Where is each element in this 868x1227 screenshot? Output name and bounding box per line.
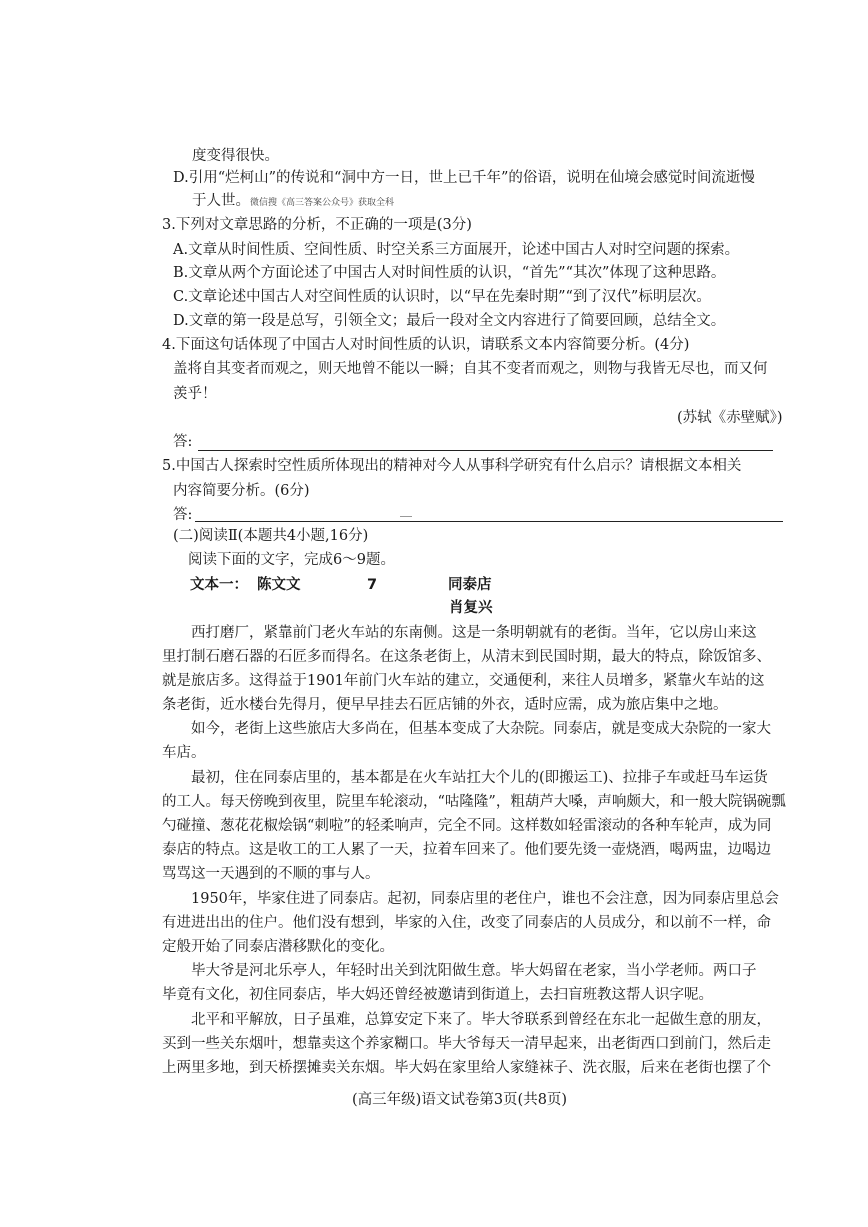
question-3-option-c: C.文章论述中国古人对空间性质的认识时，以“早在先秦时期”“到了汉代”标明层次。 bbox=[173, 289, 711, 305]
question-4-stem: 4.下面这句话体现了中国古人对时间性质的认识，请联系文本内容简要分析。(4分) bbox=[162, 337, 690, 353]
body-line: 骂骂这一天遇到的不顺的事与人。 bbox=[162, 866, 380, 882]
question-3-option-d: D.文章的第一段是总写，引领全文；最后一段对全文内容进行了简要回顾，总结全文。 bbox=[173, 313, 726, 329]
body-line: 西打磨厂，紧靠前门老火车站的东南侧。这是一条明朝就有的老街。当年，它以房山来这 bbox=[191, 625, 757, 641]
body-line: 最初，住在同泰店里的，基本都是在火车站扛大个儿的(即搬运工)、拉排子车或赶马车运货 bbox=[191, 770, 768, 786]
question-3-option-b: B.文章从两个方面论述了中国古人对时间性质的认识，“首先”“其次”体现了这种思路。 bbox=[173, 265, 726, 281]
body-line: 毕竟有文化，初住同泰店，毕大妈还曾经被邀请到街道上，去扫盲班教这帮人识字呢。 bbox=[162, 987, 713, 1003]
body-line: 1950年，毕家住进了同泰店。起初，同泰店里的老住户，谁也不会注意，因为同泰店里总会 bbox=[191, 891, 779, 907]
body-line: 泰店的特点。这是收工的工人累了一天，拉着车回来了。他们要先烫一壶烧酒，喝两盅，边喝边 bbox=[162, 842, 771, 858]
question-4-answer-label: 答: bbox=[173, 434, 193, 450]
question-5-answer-label: 答: bbox=[173, 507, 193, 523]
body-line: 的工人。每天傍晚到夜里，院里车轮滚动，“咕隆隆”，粗葫芦大嗓，声响颇大，和一般大院锅碗瓢 bbox=[162, 794, 786, 810]
article-title: 同泰店 bbox=[448, 577, 492, 593]
text-one-label: 文本一： bbox=[190, 577, 248, 593]
body-line: 北平和平解放，日子虽难，总算安定下来了。毕大爷联系到曾经在东北一起做生意的朋友， bbox=[191, 1012, 771, 1028]
answer-line[interactable] bbox=[198, 450, 773, 451]
text-line: 度变得很快。 bbox=[192, 148, 279, 164]
answer-line[interactable] bbox=[195, 521, 783, 522]
section-title: (二)阅读Ⅱ(本题共4小题,16分) bbox=[173, 528, 369, 544]
body-line: 上两里多地，到天桥摆摊卖关东烟。毕大妈在家里给人家缝袜子、洗衣服，后来在老街也摆了个 bbox=[162, 1060, 771, 1076]
body-line: 车店。 bbox=[162, 745, 206, 761]
body-line: 毕大爷是河北乐亭人，年轻时出关到沈阳做生意。毕大妈留在老家，当小学老师。两口子 bbox=[191, 963, 757, 979]
article-author: 肖复兴 bbox=[449, 600, 493, 616]
option-d-line1: D.引用“烂柯山”的传说和“洞中方一日，世上已千年”的俗语，说明在仙境会感觉时间流逝慢 bbox=[173, 170, 755, 186]
scan-mark bbox=[400, 516, 412, 517]
watermark: 微信搜《高三答案公众号》获取全科 bbox=[250, 198, 395, 208]
header-number: 7 bbox=[367, 577, 378, 593]
question-3-stem: 3.下列对文章思路的分析，不正确的一项是(3分) bbox=[162, 217, 472, 233]
body-line: 里打制石磨石器的石匠多而得名。在这条老街上，从清末到民国时期，最大的特点，除饭馆多、 bbox=[162, 649, 771, 665]
body-line: 就是旅店多。这得益于1901年前门火车站的建立，交通便利，来往人员增多，紧靠火车站的这 bbox=[162, 673, 765, 689]
body-line: 定般开始了同泰店潜移默化的变化。 bbox=[162, 939, 394, 955]
question-4-source: (苏轼《赤壁赋》) bbox=[677, 410, 783, 426]
question-5-stem-line1: 5.中国古人探索时空性质所体现出的精神对今人从事科学研究有什么启示？请根据文本相关 bbox=[162, 458, 742, 474]
page-footer: (高三年级)语文试卷第3页(共8页) bbox=[352, 1092, 568, 1108]
question-4-quote-line2: 羡乎！ bbox=[173, 386, 217, 402]
header-author: 陈文文 bbox=[257, 577, 301, 593]
body-line: 买到一些关东烟叶，想靠卖这个养家糊口。毕大爷每天一清早起来，出老街西口到前门，然后走 bbox=[162, 1036, 771, 1052]
question-3-option-a: A.文章从时间性质、空间性质、时空关系三方面展开，论述中国古人对时空问题的探索。 bbox=[173, 242, 740, 258]
body-line: 有进进出出的住户。他们没有想到，毕家的入住，改变了同泰店的人员成分，和以前不一样，命 bbox=[162, 915, 771, 931]
body-line: 如今，老街上这些旅店大多尚在，但基本变成了大杂院。同泰店，就是变成大杂院的一家大 bbox=[191, 721, 771, 737]
section-instruction: 阅读下面的文字，完成6～9题。 bbox=[188, 552, 395, 568]
body-line: 条老街，近水楼台先得月，便早早挂去石匠店铺的外衣，适时应需，成为旅店集中之地。 bbox=[162, 697, 728, 713]
option-d-line2: 于人世。微信搜《高三答案公众号》获取全科 bbox=[192, 193, 395, 209]
question-5-stem-line2: 内容简要分析。(6分) bbox=[173, 483, 310, 499]
body-line: 勺碰撞、葱花花椒烩锅“刺啦”的轻柔响声，完全不同。这样数如轻雷滚动的各种车轮声，成为同 bbox=[162, 818, 772, 834]
question-4-quote-line1: 盖将自其变者而观之，则天地曾不能以一瞬；自其不变者而观之，则物与我皆无尽也，而又何 bbox=[173, 361, 768, 377]
